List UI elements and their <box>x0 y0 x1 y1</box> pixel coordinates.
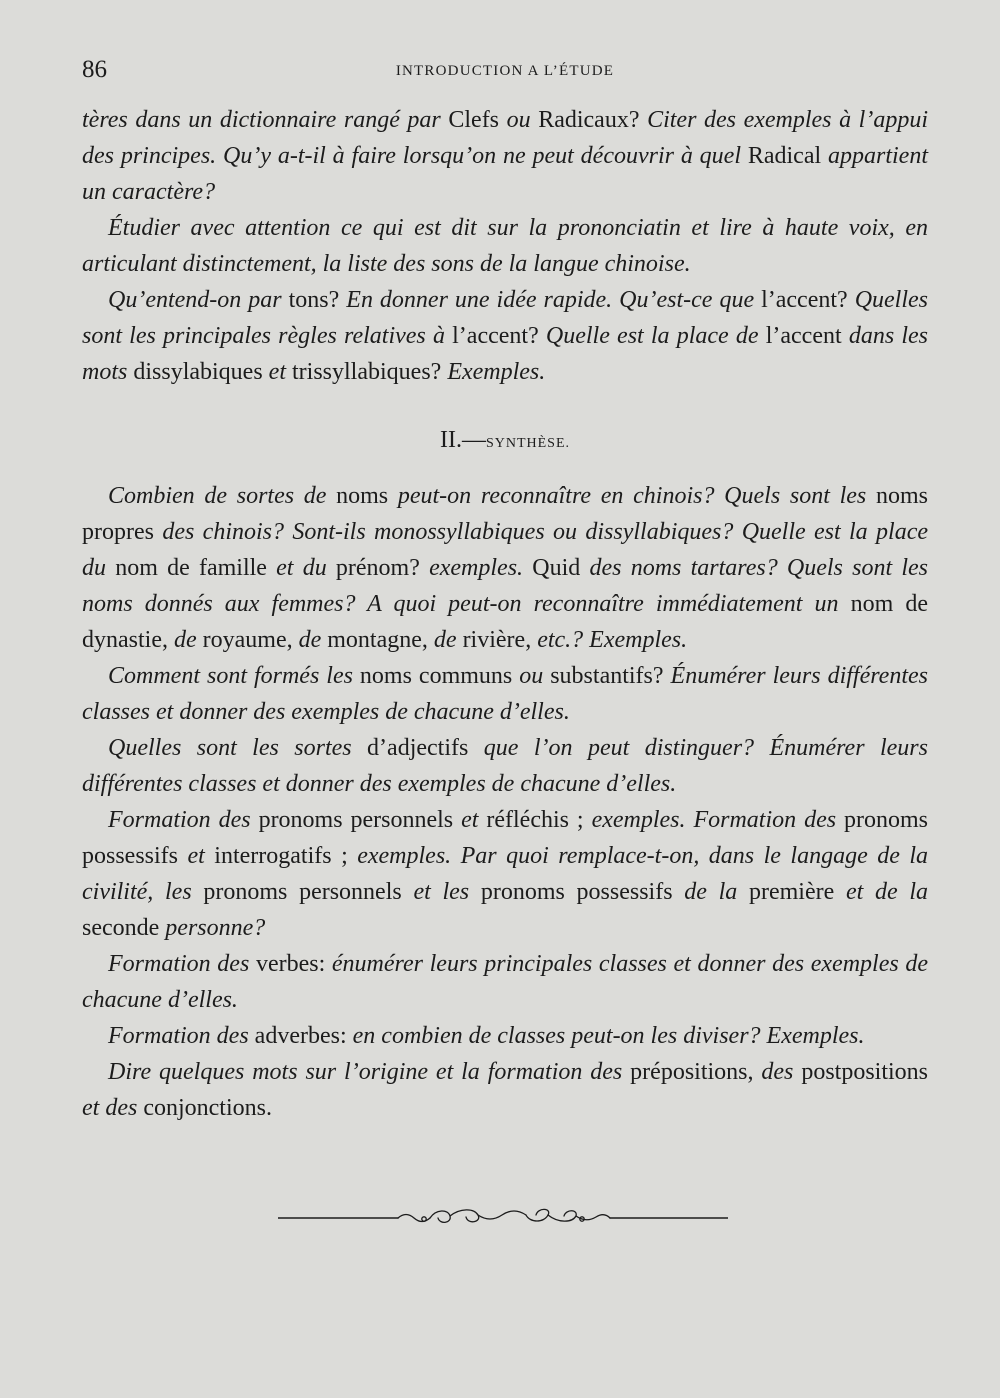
section-heading <box>82 422 928 462</box>
italic-text-run: de <box>433 627 463 653</box>
roman-text-run: Quid <box>532 555 590 581</box>
roman-text-run: pronoms possessifs <box>480 879 685 905</box>
italic-text-run: et <box>268 359 292 385</box>
roman-text-run: noms propres <box>82 483 928 545</box>
roman-text-run: montagne, <box>327 627 434 653</box>
paragraph <box>82 1018 928 1054</box>
italic-text-run: dans les mots <box>82 323 929 385</box>
paragraph <box>82 102 928 210</box>
italic-text-run: exemples. <box>429 555 533 581</box>
italic-text-run: peut-on reconnaître en chinois? Quels sont les <box>397 483 876 509</box>
italic-text-run: Combien de sortes de <box>108 483 337 509</box>
italic-text-run: Formation des <box>108 1023 255 1049</box>
roman-text-run: interrogatifs ; <box>214 843 358 869</box>
italic-text-run: etc.? Exemples. <box>537 627 688 653</box>
roman-text-run: pronoms possessifs <box>82 807 929 869</box>
italic-text-run: et de la <box>845 879 929 905</box>
italic-text-run: Étudier avec attention ce qui est dit sur la prononciatin et lire à haute voix, en articulant distinctement, la liste des sons de la langue chinoise. <box>82 215 928 277</box>
roman-text-run: l’accent? <box>761 287 855 313</box>
italic-text-run: Quelles sont les sortes <box>108 735 368 761</box>
roman-text-run: tons? <box>288 287 347 313</box>
roman-text-run: Clefs <box>448 107 507 133</box>
paragraph <box>82 478 928 658</box>
italic-text-run: des chinois? Sont-ils monossyllabiques ou dissyllabiques? Quelle est la place du <box>82 519 928 581</box>
italic-text-run: exemples. Par quoi remplace-t-on, dans le langage de la civilité, les <box>82 843 928 905</box>
roman-text-run: seconde <box>82 915 166 941</box>
italic-text-run: en combien de classes peut-on les diviser? Exemples. <box>352 1023 865 1049</box>
italic-text-run: Citer des exemples à l’appui des principes. Qu’y a-t-il à faire lorsqu’on ne peut découvrir à quel <box>82 107 929 169</box>
italic-text-run: Quelle est la place de <box>545 323 766 349</box>
italic-text-run: et du <box>276 555 336 581</box>
paragraph <box>82 1054 928 1126</box>
roman-text-run: adverbes: <box>254 1023 353 1049</box>
roman-text-run: réfléchis ; <box>486 807 592 833</box>
roman-text-run: royaume, <box>202 627 299 653</box>
roman-text-run: rivière, <box>462 627 538 653</box>
paragraph <box>82 210 928 282</box>
roman-text-run: l’accent? <box>452 323 546 349</box>
italic-text-run: et <box>461 807 487 833</box>
italic-text-run: énumérer leurs principales classes et donner des exemples de chacune d’elles. <box>82 951 928 1013</box>
italic-text-run: En donner une idée rapide. Qu’est-ce que <box>346 287 762 313</box>
italic-text-run: et les <box>413 879 481 905</box>
roman-text-run: dissylabiques <box>133 359 269 385</box>
running-title: INTRODUCTION A L’ÉTUDE <box>395 63 615 79</box>
italic-text-run: tères dans un dictionnaire rangé par <box>82 107 449 133</box>
roman-text-run: nom de dynastie, <box>82 591 928 653</box>
section-number: II.— <box>439 427 486 453</box>
italic-text-run: que l’on peut distinguer? Énumérer leurs différentes classes et donner des exemples de chacune d’elles. <box>82 735 928 797</box>
roman-text-run: prénom? <box>335 555 430 581</box>
paragraph <box>82 282 928 390</box>
italic-text-run: ou <box>519 663 551 689</box>
italic-text-run: Qu’entend-on par <box>108 287 289 313</box>
roman-text-run: postpositions <box>801 1059 929 1085</box>
italic-text-run: de la <box>684 879 749 905</box>
roman-text-run: Radical <box>747 143 828 169</box>
roman-text-run: conjonctions. <box>143 1095 272 1121</box>
roman-text-run: noms communs <box>359 663 520 689</box>
text-block-introduction <box>82 102 928 390</box>
roman-text-run: pronoms personnels <box>258 807 462 833</box>
italic-text-run: Formation des <box>108 951 256 977</box>
roman-text-run: première <box>748 879 846 905</box>
section-title: SYNTHÈSE. <box>485 436 571 451</box>
page-number: 86 <box>82 56 107 83</box>
roman-text-run: substantifs? <box>550 663 671 689</box>
italic-text-run: Exemples. <box>447 359 546 385</box>
paragraph <box>82 658 928 730</box>
italic-text-run: Quelles sont les principales règles relatives à <box>82 287 928 349</box>
italic-text-run: Dire quelques mots sur l’origine et la formation des <box>108 1059 631 1085</box>
paragraph <box>82 730 928 802</box>
decorative-rule-ornament <box>278 1203 728 1233</box>
italic-text-run: de <box>173 627 203 653</box>
roman-text-run: Radicaux? <box>538 107 648 133</box>
paragraph <box>82 802 928 946</box>
page-header <box>82 56 928 90</box>
italic-text-run: et <box>187 843 215 869</box>
roman-text-run: trissyllabiques? <box>292 359 448 385</box>
italic-text-run: personne? <box>165 915 266 941</box>
text-block-synthese <box>82 478 928 1126</box>
roman-text-run: nom de famille <box>115 555 277 581</box>
italic-text-run: ou <box>506 107 539 133</box>
italic-text-run: de <box>298 627 328 653</box>
roman-text-run: d’adjectifs <box>367 735 484 761</box>
roman-text-run: noms <box>336 483 398 509</box>
italic-text-run: appartient un caractère? <box>82 143 928 205</box>
roman-text-run: verbes: <box>255 951 332 977</box>
italic-text-run: Formation des <box>108 807 259 833</box>
italic-text-run: des <box>761 1059 802 1085</box>
paragraph <box>82 946 928 1018</box>
roman-text-run: prépositions, <box>630 1059 762 1085</box>
italic-text-run: et des <box>82 1095 144 1121</box>
roman-text-run: l’accent <box>765 323 849 349</box>
italic-text-run: Énumérer leurs différentes classes et donner des exemples de chacune d’elles. <box>82 663 928 725</box>
roman-text-run: pronoms personnels <box>203 879 414 905</box>
italic-text-run: des noms tartares? Quels sont les noms donnés aux femmes? A quoi peut-on reconnaître immédiatement un <box>82 555 928 617</box>
italic-text-run: exemples. Formation des <box>591 807 845 833</box>
italic-text-run: Comment sont formés les <box>108 663 360 689</box>
